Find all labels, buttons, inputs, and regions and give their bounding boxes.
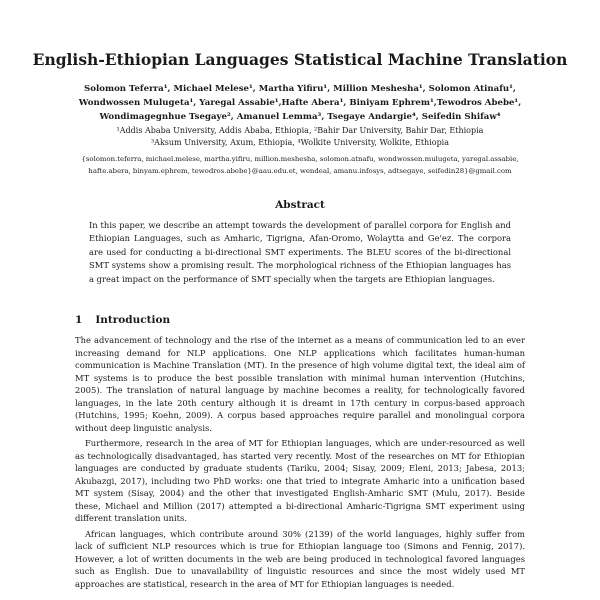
email-line: {solomon.teferra, michael.melese, martha.yifiru, million.meshesha, solomon.atnafu, wondwossen.mulugeta, yaregal.assabie, xyxy=(81,155,519,163)
paragraph: Furthermore, research in the area of MT for Ethiopian languages, which are under-resourced as well as technologically disadvantaged, has started very recently. Most of the researches on MT for Ethiopian languages are conducted by graduate students (Tariku, 2004; Sisay, 2009; Eleni, 2013; Jabesa, 2013; Akubazgi, 2017), including two PhD works: one that tried to integrate Amharic into a unification based MT system (Sisay, 2004) and the other that investigated English-Amharic SMT (Mulu, 2017). Beside these, Michael and Million (2017) attempted a bi-directional Amharic-Tigrigna SMT experiment using different translation units. xyxy=(75,438,525,523)
author-list xyxy=(60,82,540,124)
email-line: hafte.abera, binyam.ephrem, tewodros.abebe}@aau.edu.et, wendeal, amanu.infosys, adtsegaye, seifedin28}@gmail.com xyxy=(88,166,512,175)
section-title: Introduction xyxy=(95,314,171,326)
author-line: Wondwossen Mulugeta¹, Yaregal Assabie¹,Hafte Abera¹, Biniyam Ephrem¹,Tewodros Abebe¹, xyxy=(78,98,522,108)
abstract-text: In this paper, we describe an attempt towards the development of parallel corpora for English and Ethiopian Languages, such as Amharic, Tigrigna, Afan-Oromo, Wolaytta and Ge'ez. The corpora are used for conducting a bi-directional SMT experiments. The BLEU scores of the bi-directional SMT systems show a promising result. The morphological richness of the Ethiopian languages has a great impact on the performance of SMT specially when the targets are Ethiopian languages. xyxy=(89,220,511,284)
abstract-heading: Abstract xyxy=(275,199,325,211)
author-line: Wondimagegnhue Tsegaye², Amanuel Lemma³, Tsegaye Andargie⁴, Seifedin Shifaw⁴ xyxy=(99,112,501,122)
paragraph: The advancement of technology and the rise of the internet as a means of communication led to an ever increasing demand for NLP applications. One NLP applications which facilitates human-human communication is Machine Translation (MT). In the presence of high volume digital text, the ideal aim of MT systems is to produce the best possible translation with minimal human intervention (Hutchins, 2005). The translation of natural language by machine becomes a reality, for technologically favored languages, in the late 20th century although it is dreamt in 17th century in corpus-based approach (Hutchins, 1995; Koehn, 2009). A corpus based approaches require parallel and monolingual corpora without deep linguistic analysis. xyxy=(75,335,525,433)
paragraph: African languages, which contribute around 30% (2139) of the world languages, highly suffer from lack of sufficient NLP resources which is true for Ethiopian language too (Simons and Fennig, 2017). However, a lot of written documents in the web are being produced in technological favored languages such as English. Due to unavailability of linguistic resources and since the most widely used MT approaches are statistical, research in the area of MT for Ethiopian languages is needed. xyxy=(75,528,525,589)
affiliation-line: ¹Addis Ababa University, Addis Ababa, Ethiopia, ²Bahir Dar University, Bahir Dar, Ethiopia xyxy=(116,126,484,135)
affiliations xyxy=(40,125,560,149)
author-emails xyxy=(30,154,570,177)
affiliation-line: ³Aksum University, Axum, Ethiopia, ⁴Wolkite University, Wolkite, Ethiopia xyxy=(150,138,450,147)
section-heading xyxy=(75,314,170,326)
section-number: 1 xyxy=(75,314,83,326)
paper-title: English-Ethiopian Languages Statistical Machine Translation xyxy=(32,50,568,69)
author-line: Solomon Teferra¹, Michael Melese¹, Martha Yifiru¹, Million Meshesha¹, Solomon Atinafu¹, xyxy=(84,84,516,94)
introduction-body xyxy=(75,334,525,593)
